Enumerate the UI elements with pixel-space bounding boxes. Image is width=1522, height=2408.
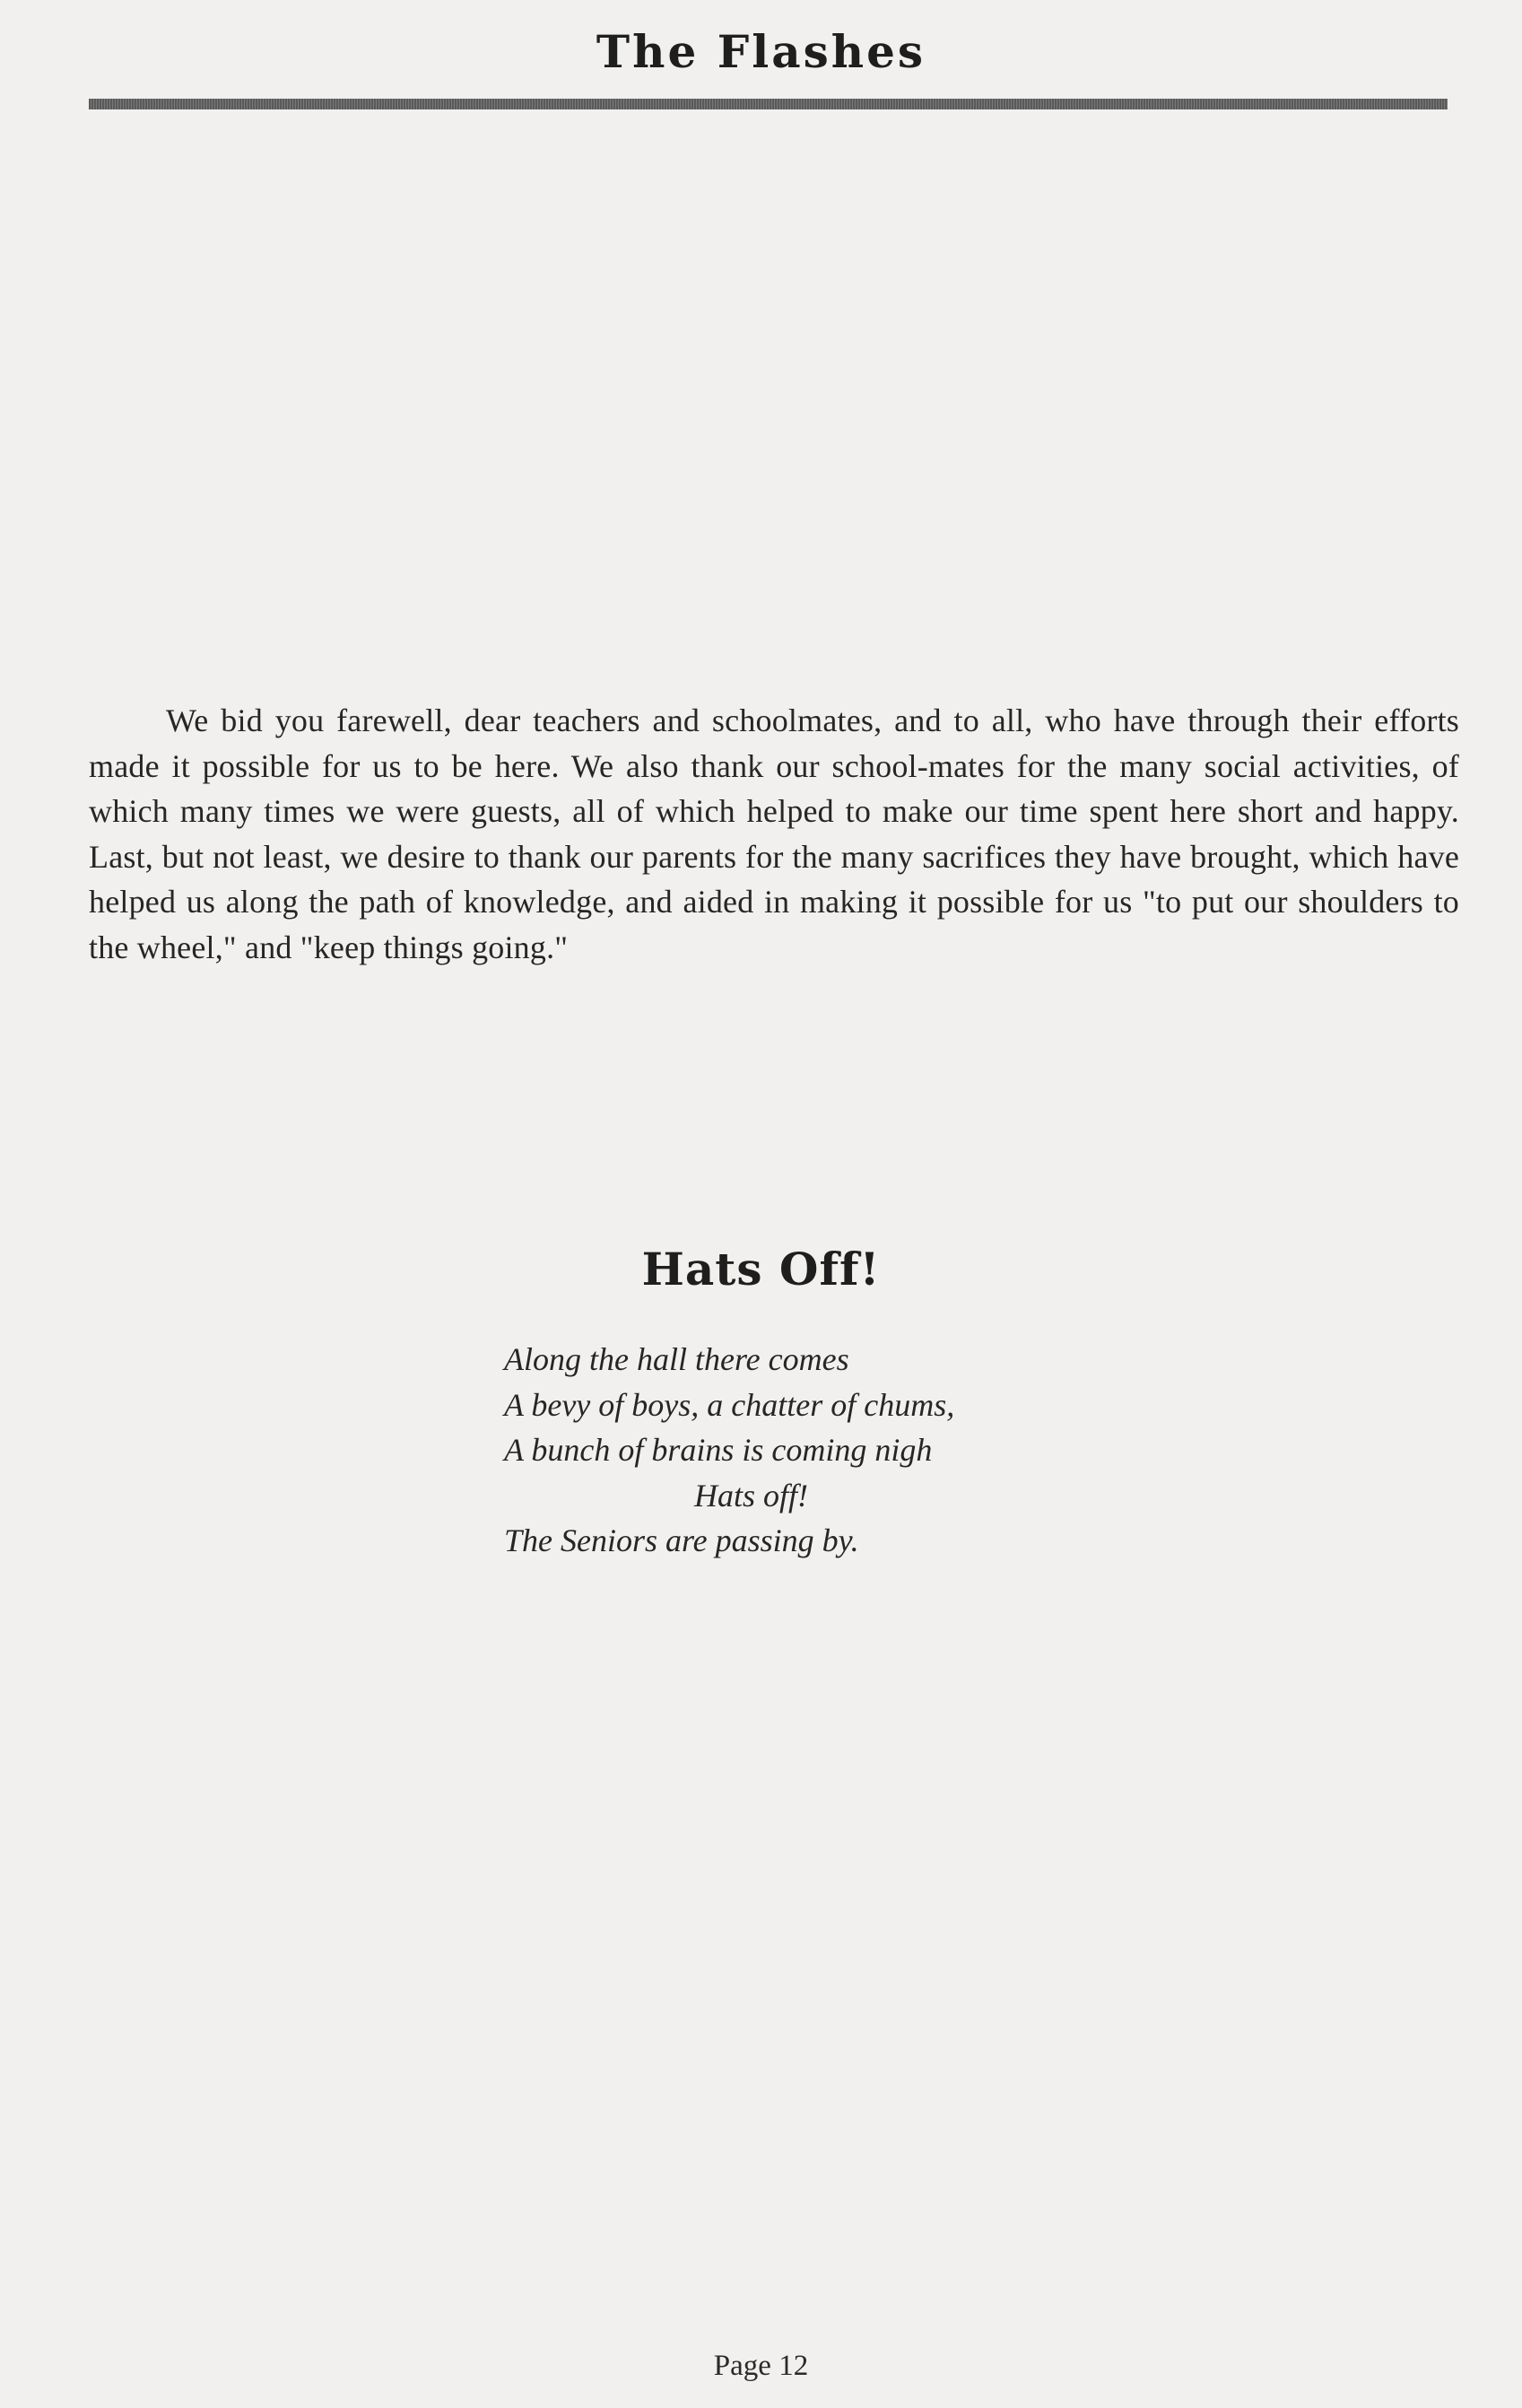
poem-body — [504, 1337, 1132, 1564]
page-header-title: The Flashes — [596, 25, 926, 78]
farewell-paragraph: We bid you farewell, dear teachers and schoolmates, and to all, who have through their efforts made it possible for us to be here. We also thank our school-mates for the many social activities, of which many times we were guests, all of which helped to make our time spent here short and happy. Last, but not least, we desire to thank our parents for the many sacrifices they have brought, which have helped us along the path of knowledge, and aided in making it possible for us "to put our shoulders to the wheel," and "keep things going." — [89, 702, 1459, 965]
poem-line: Along the hall there comes — [504, 1341, 849, 1377]
poem-line: The Seniors are passing by. — [504, 1522, 859, 1558]
page-number: Page 12 — [713, 2350, 809, 2382]
poem-line: A bunch of brains is coming nigh — [504, 1432, 933, 1468]
poem-title: Hats Off! — [641, 1243, 881, 1296]
header-divider — [89, 99, 1448, 109]
poem-line: A bevy of boys, a chatter of chums, — [504, 1386, 955, 1423]
poem-line: Hats off! — [694, 1477, 809, 1514]
